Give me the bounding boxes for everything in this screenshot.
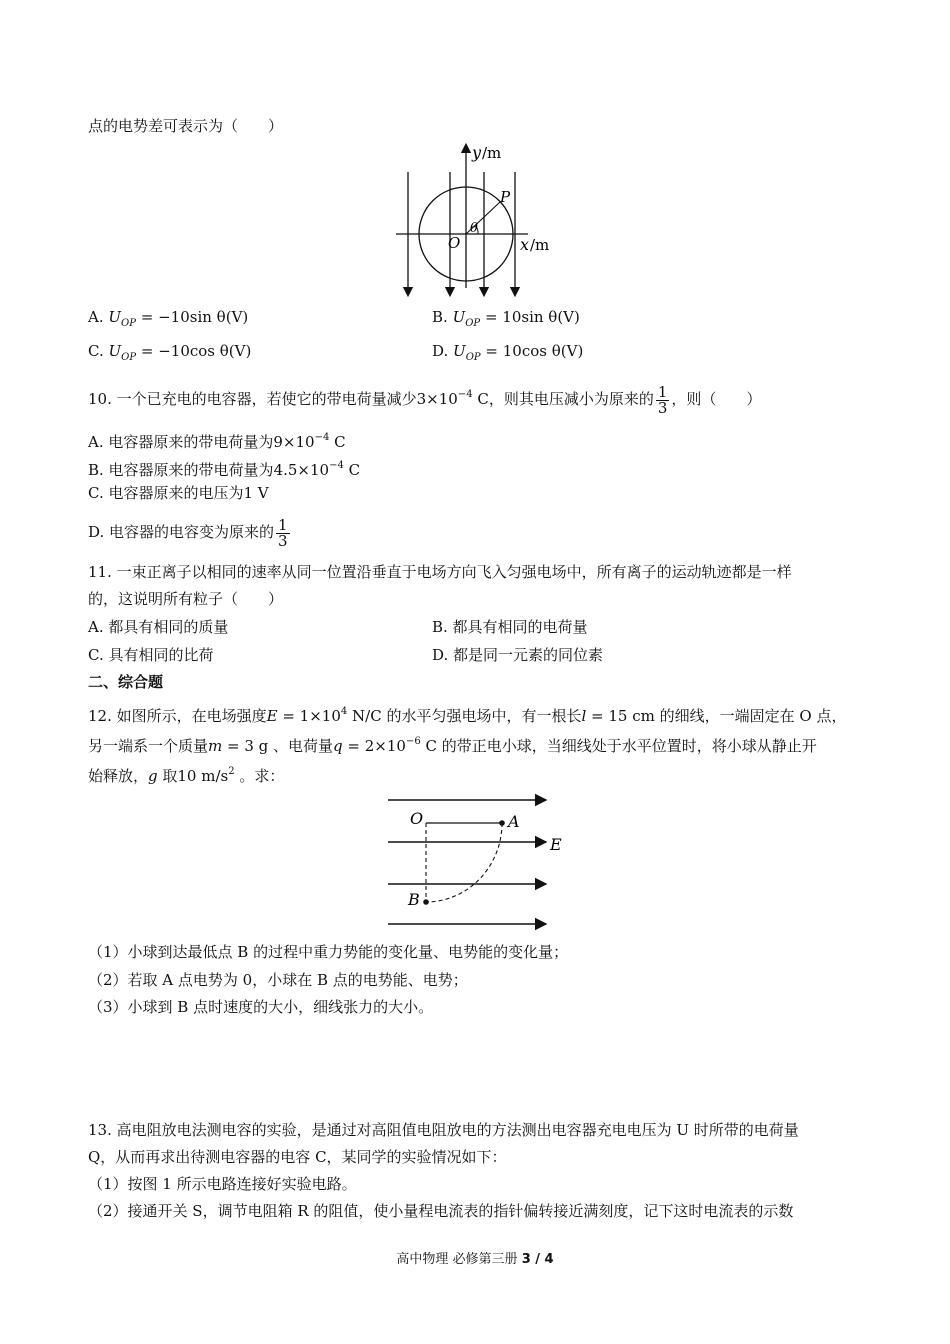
point-p-label: P — [500, 188, 511, 206]
q12-pendulum-figure — [380, 790, 580, 935]
q12-sub1: （1）小球到达最低点 B 的过程中重力势能的变化量、电势能的变化量； — [88, 943, 569, 961]
page-number: 3 / 4 — [521, 1252, 554, 1267]
q12-line1: 12. 如图所示，在电场强度$E = 1\times 10^4$ N/C 的水平匀强电场中，有一根长l = 15 cm 的细线，一端固定在 O 点， — [88, 706, 847, 725]
q12-line3: 始释放，g 取10 $m/s^2$ 。求： — [88, 766, 285, 785]
y-unit-label: /m — [482, 144, 502, 162]
q9-field-figure — [390, 140, 570, 300]
label-a: A — [508, 812, 520, 831]
y-axis-label: y — [472, 143, 482, 162]
section-heading: 二、综合题 — [88, 673, 164, 691]
q11-option-d: D. 都是同一元素的同位素 — [432, 646, 604, 664]
label-o: O — [410, 809, 424, 828]
q11-option-a: A. 都具有相同的质量 — [88, 618, 229, 636]
q11-line2: 的，这说明所有粒子（ ） — [88, 590, 284, 608]
q9-option-b: B. $U_{OP} = 10\sin$ θ(V) — [432, 308, 580, 329]
q9-option-d: D. $U_{OP} = 10\cos$ θ(V) — [432, 342, 584, 363]
q9-stem-tail: 点的电势差可表示为（ ） — [88, 117, 284, 135]
q13-line3: （1）按图 1 所示电路连接好实验电路。 — [88, 1175, 357, 1193]
q10-option-d: D. 电容器的电容变为原来的 $\frac{1}{3}$ — [88, 515, 288, 550]
q13-line4: （2）接通开关 S，调节电阻箱 R 的阻值，使小量程电流表的指针偏转接近满刻度，记下这时电流表的示数 — [88, 1202, 794, 1220]
x-unit-label: /m — [530, 236, 550, 254]
q13-line1: 13. 高电阻放电法测电容的实验，是通过对高阻值电阻放电的方法测出电容器充电电压为 U 时所带的电荷量 — [88, 1121, 799, 1139]
q10-option-a: A. 电容器原来的带电荷量为$9\times 10^{-4}$ C — [88, 432, 346, 451]
q11-option-b: B. 都具有相同的电荷量 — [432, 618, 588, 636]
x-axis-label: x — [520, 235, 530, 254]
label-e: E — [550, 835, 562, 854]
q9-option-c: C. $U_{OP} = -10\cos$ θ(V) — [88, 342, 252, 363]
origin-label: O — [448, 234, 461, 252]
q12-sub2: （2）若取 A 点电势为 0，小球在 B 点的电势能、电势； — [88, 971, 468, 989]
page-footer — [0, 1248, 950, 1267]
theta-label: θ — [470, 221, 478, 236]
q10-stem: 10. 一个已充电的电容器，若使它的带电荷量减少$3\times 10^{-4}$ C，则其电压减小为原来的 $\frac{1}{3}$ ，则（ ） — [88, 382, 762, 417]
q9-option-a: A. $U_{OP} = -10\sin$ θ(V) — [88, 308, 249, 329]
q11-line1: 11. 一束正离子以相同的速率从同一位置沿垂直于电场方向飞入匀强电场中，所有离子的运动轨迹都是一样 — [88, 563, 792, 581]
q13-line2: Q，从而再求出待测电容器的电容 C，某同学的实验情况如下： — [88, 1148, 507, 1166]
q10-option-b: B. 电容器原来的带电荷量为$4.5\times 10^{-4}$ C — [88, 460, 361, 479]
label-b: B — [408, 890, 420, 909]
q12-line2: 另一端系一个质量m = 3 g 、电荷量$q = 2\times 10^{-6}$ C 的带正电小球，当细线处于水平位置时，将小球从静止开 — [88, 736, 817, 755]
q12-sub3: （3）小球到 B 点时速度的大小，细线张力的大小。 — [88, 998, 434, 1016]
q10-option-c: C. 电容器原来的电压为1 V — [88, 484, 269, 502]
footer-text: 高中物理 必修第三册 — [396, 1252, 522, 1267]
q11-option-c: C. 具有相同的比荷 — [88, 646, 214, 664]
